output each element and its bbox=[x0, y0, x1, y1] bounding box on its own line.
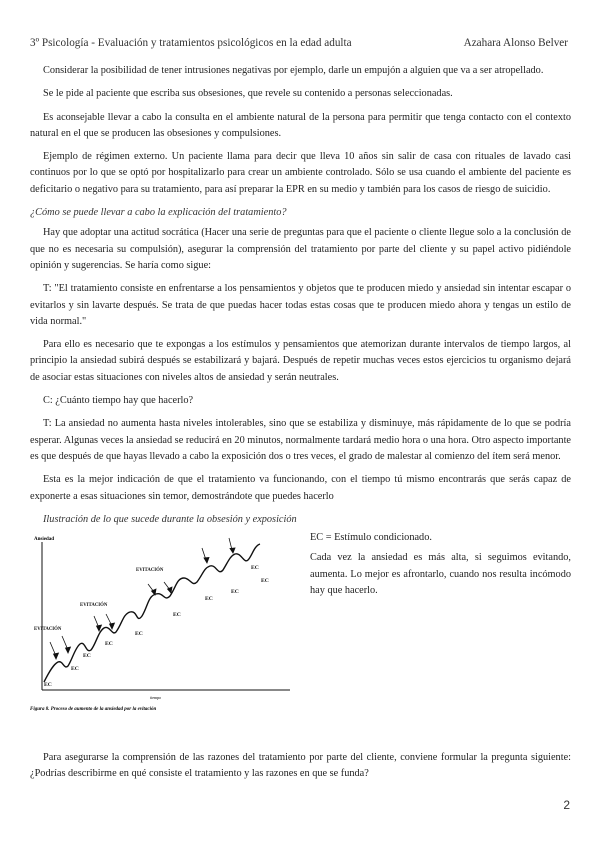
figure-commentary: Cada vez la ansiedad es más alta, si seguimos evitando, aumenta. Lo mejor es afrontarlo, cuando nos resulta incómodo hay que hacerlo. bbox=[310, 552, 571, 597]
paragraph-6: T: "El tratamiento consiste en enfrentarse a los pensamientos y objetos que te producen miedo y ansiedad sin intentar escapar o evitarlos y sin lavarte después. Se trata de que puedas hacer todas estas cosas que te producen miedo ahora y tengas un estilo de vida normal." bbox=[30, 283, 571, 327]
ec-label-9: EC bbox=[261, 578, 269, 585]
ec-label-5: EC bbox=[135, 631, 143, 638]
ec-label-3: EC bbox=[83, 653, 91, 660]
evitacion-label-3: EVITACIÓN bbox=[136, 568, 164, 574]
ec-label-1: EC bbox=[44, 682, 52, 689]
ec-definition: EC = Estímulo condicionado. bbox=[310, 532, 432, 544]
ec-label-6: EC bbox=[173, 612, 181, 619]
ec-label-10: EC bbox=[251, 565, 259, 572]
y-axis-label: Ansiedad bbox=[34, 537, 55, 543]
header-course-title: 3º Psicología - Evaluación y tratamientos psicológicos en la edad adulta bbox=[30, 37, 352, 49]
ec-label-8: EC bbox=[231, 589, 239, 596]
page-body bbox=[30, 63, 571, 790]
section-heading-ilustracion: Ilustración de lo que sucede durante la obsesión y exposición bbox=[43, 513, 297, 525]
paragraph-5: Hay que adoptar una actitud socrática (Hacer una serie de preguntas para que el paciente o cliente llegue solo a la conclusión de que no es necesaria su compulsión), asegurar la comprensión del tratamiento por parte del cliente y su papel activo pidiéndole opinión y sugerencias. Se haría como sigue: bbox=[30, 227, 571, 271]
ec-label-2: EC bbox=[71, 666, 79, 673]
ec-label-7: EC bbox=[205, 596, 213, 603]
evitacion-label-2: EVITACIÓN bbox=[80, 603, 108, 609]
anxiety-curve bbox=[44, 544, 260, 682]
paragraph-2: Se le pide al paciente que escriba sus obsesiones, que revele su contenido a personas seleccionadas. bbox=[43, 88, 453, 100]
paragraph-3: Es aconsejable llevar a cabo la consulta en el ambiente natural de la persona para permitir que tenga contacto con el contexto natural en el que se producen las obsesiones y compulsiones. bbox=[30, 111, 571, 139]
page-number: 2 bbox=[563, 798, 570, 812]
figure-section bbox=[30, 532, 571, 722]
ec-label-4: EC bbox=[105, 641, 113, 648]
anxiety-figure bbox=[30, 532, 300, 722]
paragraph-1: Considerar la posibilidad de tener intrusiones negativas por ejemplo, darle un empujón a alguien que va a ser atropellado. bbox=[43, 65, 544, 76]
paragraph-9: T: La ansiedad no aumenta hasta niveles intolerables, sino que se estabiliza y disminuye, más rápidamente de lo que se podría esperar. Algunas veces la ansiedad se reducirá en 20 minutos, normalmente tardará medio hora o una hora. Otro aspecto importante es que después de que hayas llevado a cabo la exposición dos o tres veces, el grado de malestar al comienzo del ítem será menor. bbox=[30, 418, 571, 462]
paragraph-10: Esta es la mejor indicación de que el tratamiento va funcionando, con el tiempo tú mismo encontrarás que serás capaz de exponerte a esas situaciones sin temor, demostrándote que puedes hacerlo bbox=[30, 474, 571, 502]
paragraph-11: Para asegurarse la comprensión de las razones del tratamiento por parte del cliente, conviene formular la pregunta siguiente: ¿Podrías describirme en qué consiste el tratamiento y las razones en que se funda? bbox=[30, 752, 571, 780]
paragraph-7: Para ello es necesario que te expongas a los estímulos y pensamientos que atemorizan durante intervalos de tiempo largos, al principio la ansiedad subirá después se estabilizará y bajará. Después de repetir muchas veces estos ejercicios tu organismo dejará de asociar estas situaciones con niveles altos de ansiedad y serán neutrales. bbox=[30, 339, 571, 383]
paragraph-4: Ejemplo de régimen externo. Un paciente llama para decir que lleva 10 años sin salir de casa con rituales de lavado casi continuos por lo que se optó por hospitalizarlo para crear un ambiente controlado. Sólo se usa cuando el ambiente del paciente es deficitario o negativo para su tratamiento, para así preparar la EPR en su medio y también para los casos de riesgo de suicidio. bbox=[30, 151, 571, 195]
evitacion-label-1: EVITACIÓN bbox=[34, 627, 62, 633]
x-axis-label: tiempo bbox=[150, 695, 162, 701]
section-heading-explicacion: ¿Cómo se puede llevar a cabo la explicación del tratamiento? bbox=[30, 207, 287, 219]
paragraph-8: C: ¿Cuánto tiempo hay que hacerlo? bbox=[43, 395, 194, 407]
figure-explanation bbox=[310, 530, 571, 603]
figure-caption: Figura 8. Proceso de aumento de la ansiedad por la evitación bbox=[30, 707, 157, 713]
header-author: Azahara Alonso Belver bbox=[463, 37, 568, 49]
page-header bbox=[30, 37, 570, 53]
